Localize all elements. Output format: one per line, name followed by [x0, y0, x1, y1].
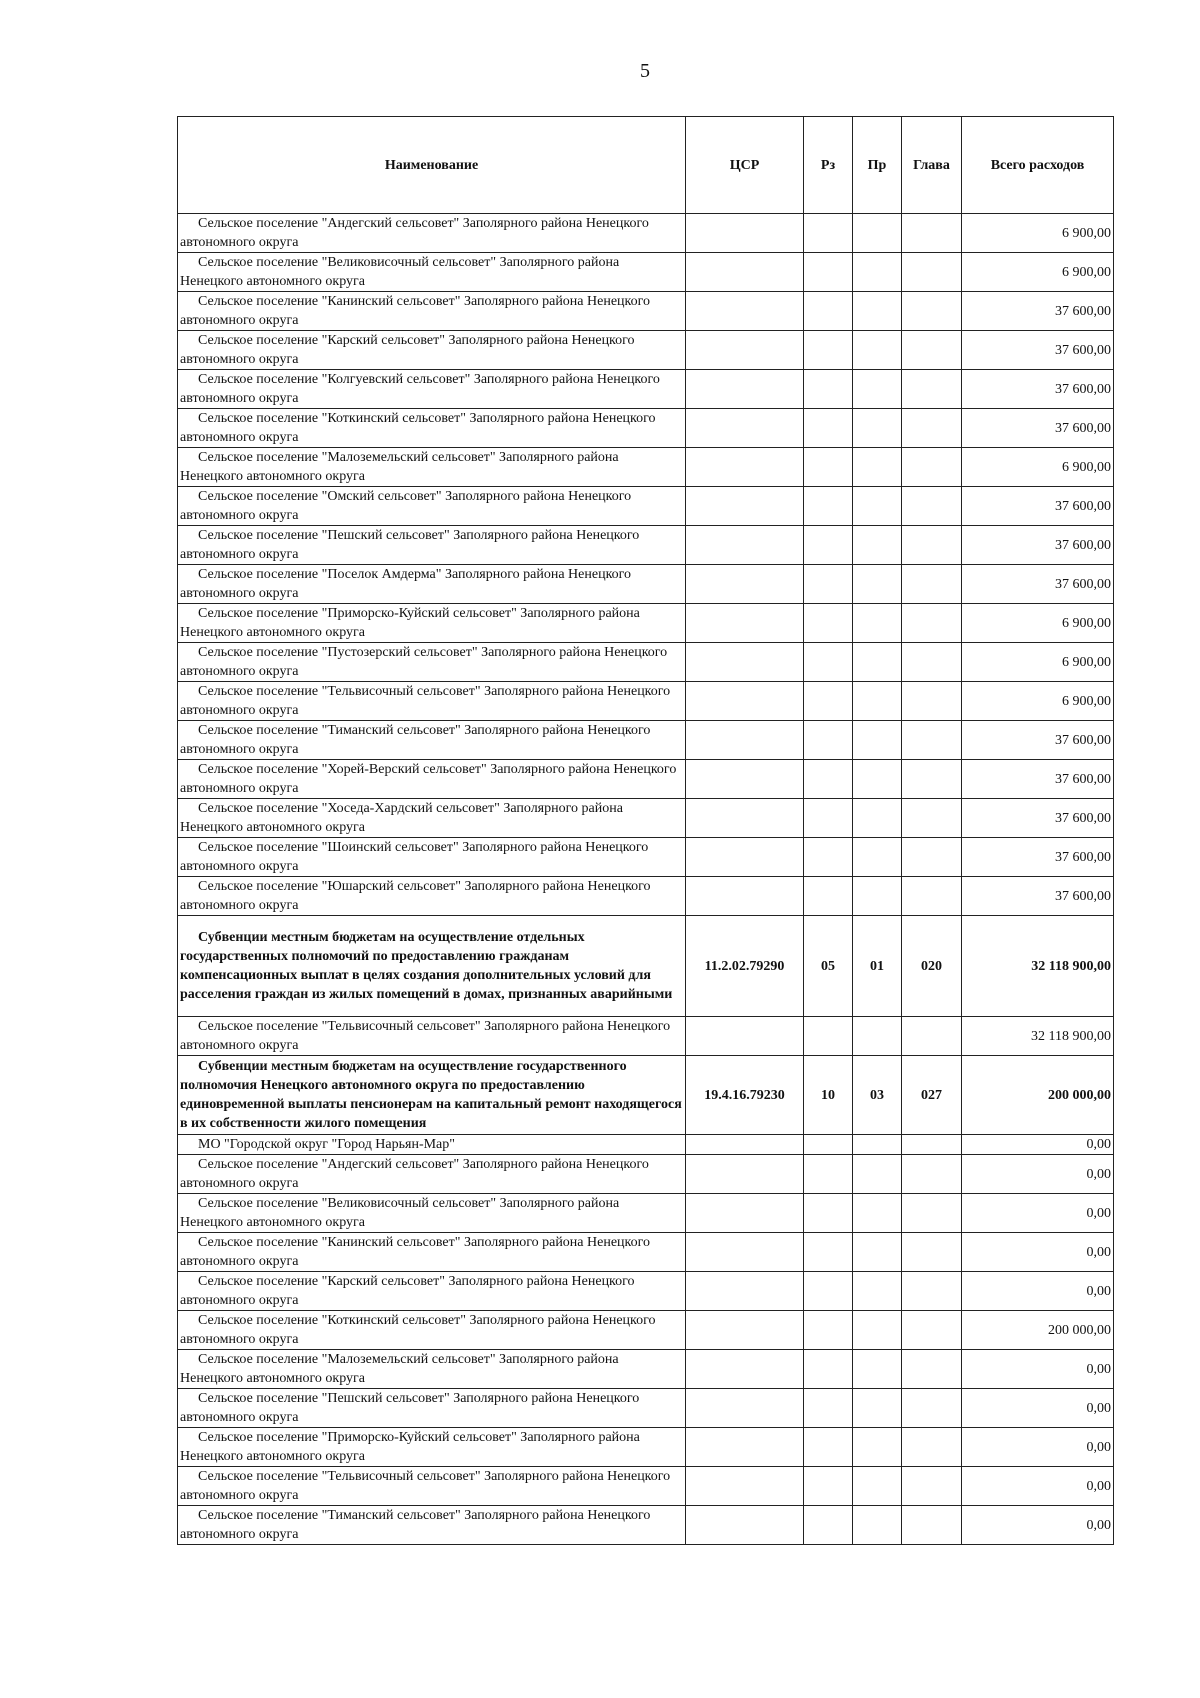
cell-csr [686, 721, 804, 760]
expenditure-table [177, 116, 1114, 1545]
table-row [178, 409, 1114, 448]
cell-pr [853, 214, 902, 253]
cell-pr [853, 1155, 902, 1194]
table-row [178, 682, 1114, 721]
cell-total: 37 600,00 [962, 292, 1114, 331]
cell-name [178, 1389, 686, 1428]
row-name-text: Сельское поселение "Малоземельский сельсовет" Заполярного района Ненецкого автономного округа [180, 1352, 619, 1386]
row-name-text: Сельское поселение "Хорей-Верский сельсовет" Заполярного района Ненецкого автономного округа [180, 762, 677, 796]
cell-rz [804, 799, 853, 838]
cell-name [178, 799, 686, 838]
table-row [178, 1272, 1114, 1311]
column-header-csr: ЦСР [686, 117, 804, 214]
cell-chapter [902, 214, 962, 253]
cell-pr [853, 682, 902, 721]
cell-chapter [902, 1135, 962, 1155]
row-name-text: Сельское поселение "Пешский сельсовет" Заполярного района Ненецкого автономного округа [180, 1391, 640, 1425]
cell-chapter [902, 604, 962, 643]
row-name-text: Сельское поселение "Хоседа-Хардский сельсовет" Заполярного района Ненецкого автономного округа [180, 801, 623, 835]
cell-csr [686, 1506, 804, 1545]
cell-name [178, 1428, 686, 1467]
cell-pr [853, 1467, 902, 1506]
row-name-text: Сельское поселение "Приморско-Куйский сельсовет" Заполярного района Ненецкого автономного округа [180, 606, 640, 640]
cell-name [178, 214, 686, 253]
cell-name [178, 409, 686, 448]
row-name-text: Сельское поселение "Шоинский сельсовет" Заполярного района Ненецкого автономного округа [180, 840, 649, 874]
cell-pr [853, 1194, 902, 1233]
table-row [178, 370, 1114, 409]
cell-pr [853, 1017, 902, 1056]
cell-total: 0,00 [962, 1272, 1114, 1311]
cell-name [178, 448, 686, 487]
cell-name [178, 292, 686, 331]
cell-csr [686, 1311, 804, 1350]
cell-name [178, 877, 686, 916]
row-name-text: Сельское поселение "Великовисочный сельсовет" Заполярного района Ненецкого автономного округа [180, 1196, 620, 1230]
cell-pr [853, 1428, 902, 1467]
cell-name [178, 721, 686, 760]
row-name-text: Сельское поселение "Приморско-Куйский сельсовет" Заполярного района Ненецкого автономного округа [180, 1430, 640, 1464]
cell-rz [804, 1155, 853, 1194]
row-name-text: Сельское поселение "Карский сельсовет" Заполярного района Ненецкого автономного округа [180, 333, 635, 367]
cell-csr [686, 331, 804, 370]
cell-total: 37 600,00 [962, 487, 1114, 526]
cell-rz [804, 1350, 853, 1389]
cell-csr [686, 877, 804, 916]
cell-csr [686, 1194, 804, 1233]
column-header-rz: Рз [804, 117, 853, 214]
cell-rz [804, 1135, 853, 1155]
cell-total: 0,00 [962, 1194, 1114, 1233]
cell-chapter: 027 [902, 1056, 962, 1135]
cell-csr [686, 409, 804, 448]
cell-pr [853, 838, 902, 877]
table-row [178, 643, 1114, 682]
cell-rz [804, 565, 853, 604]
cell-name [178, 643, 686, 682]
cell-name [178, 526, 686, 565]
table-row [178, 565, 1114, 604]
cell-csr [686, 604, 804, 643]
cell-total: 200 000,00 [962, 1056, 1114, 1135]
cell-csr [686, 838, 804, 877]
cell-rz [804, 1311, 853, 1350]
row-name-text: Сельское поселение "Пустозерский сельсовет" Заполярного района Ненецкого автономного округа [180, 645, 668, 679]
cell-rz [804, 1194, 853, 1233]
cell-total: 37 600,00 [962, 799, 1114, 838]
cell-pr [853, 1350, 902, 1389]
cell-csr [686, 370, 804, 409]
row-name-text: Сельское поселение "Омский сельсовет" Заполярного района Ненецкого автономного округа [180, 489, 632, 523]
cell-rz [804, 487, 853, 526]
row-name-text: Сельское поселение "Андегский сельсовет" Заполярного района Ненецкого автономного округа [180, 1157, 649, 1191]
cell-chapter [902, 643, 962, 682]
cell-pr [853, 487, 902, 526]
cell-total: 32 118 900,00 [962, 1017, 1114, 1056]
cell-chapter [902, 292, 962, 331]
table-row [178, 1233, 1114, 1272]
cell-chapter [902, 1467, 962, 1506]
cell-rz [804, 1272, 853, 1311]
cell-chapter [902, 487, 962, 526]
cell-chapter [902, 760, 962, 799]
page-number: 5 [640, 60, 650, 82]
cell-csr [686, 682, 804, 721]
cell-csr [686, 799, 804, 838]
cell-total: 37 600,00 [962, 331, 1114, 370]
table-row [178, 487, 1114, 526]
cell-name [178, 253, 686, 292]
table-row [178, 1194, 1114, 1233]
column-header-pr: Пр [853, 117, 902, 214]
cell-total: 0,00 [962, 1389, 1114, 1428]
cell-total: 6 900,00 [962, 682, 1114, 721]
column-header-total: Всего расходов [962, 117, 1114, 214]
cell-pr: 03 [853, 1056, 902, 1135]
table-row [178, 604, 1114, 643]
row-name-text: Сельское поселение "Карский сельсовет" Заполярного района Ненецкого автономного округа [180, 1274, 635, 1308]
cell-csr [686, 292, 804, 331]
cell-csr: 19.4.16.79230 [686, 1056, 804, 1135]
table-row [178, 214, 1114, 253]
cell-name [178, 1311, 686, 1350]
cell-rz [804, 1233, 853, 1272]
cell-name [178, 838, 686, 877]
cell-name [178, 1017, 686, 1056]
cell-name [178, 916, 686, 1017]
cell-chapter [902, 1017, 962, 1056]
cell-total: 0,00 [962, 1233, 1114, 1272]
row-name-text: Сельское поселение "Тельвисочный сельсовет" Заполярного района Ненецкого автономного округа [180, 684, 671, 718]
cell-total: 0,00 [962, 1155, 1114, 1194]
cell-total: 37 600,00 [962, 838, 1114, 877]
cell-total: 6 900,00 [962, 604, 1114, 643]
cell-pr [853, 565, 902, 604]
row-name-text: Сельское поселение "Тиманский сельсовет" Заполярного района Ненецкого автономного округа [180, 1508, 651, 1542]
cell-rz [804, 643, 853, 682]
cell-chapter [902, 331, 962, 370]
cell-rz [804, 214, 853, 253]
cell-csr [686, 565, 804, 604]
cell-rz [804, 526, 853, 565]
cell-total: 37 600,00 [962, 526, 1114, 565]
cell-csr [686, 448, 804, 487]
cell-chapter [902, 799, 962, 838]
cell-total: 37 600,00 [962, 760, 1114, 799]
row-name-text: Сельское поселение "Коткинский сельсовет" Заполярного района Ненецкого автономного округа [180, 411, 656, 445]
cell-total: 6 900,00 [962, 448, 1114, 487]
cell-csr [686, 1428, 804, 1467]
cell-name [178, 1194, 686, 1233]
cell-name [178, 1155, 686, 1194]
cell-pr [853, 643, 902, 682]
cell-total: 6 900,00 [962, 643, 1114, 682]
row-name-text: Субвенции местным бюджетам на осуществление государственного полномочия Ненецкого автономного округа по предоставлению единовременной выплаты пенсионерам на капитальный ремонт находящегося в их собственности жилого помещения [180, 1059, 682, 1131]
table-body [178, 214, 1114, 1545]
cell-rz: 05 [804, 916, 853, 1017]
table-row [178, 799, 1114, 838]
cell-total: 200 000,00 [962, 1311, 1114, 1350]
cell-chapter [902, 370, 962, 409]
cell-csr [686, 1467, 804, 1506]
row-name-text: Сельское поселение "Великовисочный сельсовет" Заполярного района Ненецкого автономного округа [180, 255, 620, 289]
cell-rz [804, 370, 853, 409]
cell-chapter [902, 838, 962, 877]
cell-total: 0,00 [962, 1506, 1114, 1545]
row-name-text: Сельское поселение "Тельвисочный сельсовет" Заполярного района Ненецкого автономного округа [180, 1469, 671, 1503]
cell-csr [686, 1135, 804, 1155]
cell-name [178, 1056, 686, 1135]
cell-rz [804, 292, 853, 331]
cell-rz [804, 838, 853, 877]
row-name-text: Сельское поселение "Канинский сельсовет" Заполярного района Ненецкого автономного округа [180, 294, 651, 328]
cell-chapter [902, 1155, 962, 1194]
cell-csr [686, 1272, 804, 1311]
cell-total: 37 600,00 [962, 370, 1114, 409]
cell-chapter [902, 1194, 962, 1233]
column-header-chapter: Глава [902, 117, 962, 214]
cell-rz [804, 877, 853, 916]
cell-chapter [902, 448, 962, 487]
cell-csr [686, 253, 804, 292]
row-name-text: Сельское поселение "Пешский сельсовет" Заполярного района Ненецкого автономного округа [180, 528, 640, 562]
table-row-section [178, 916, 1114, 1017]
cell-chapter [902, 565, 962, 604]
cell-name [178, 604, 686, 643]
cell-pr [853, 1272, 902, 1311]
table-header-row [178, 117, 1114, 214]
cell-chapter [902, 721, 962, 760]
table-row [178, 877, 1114, 916]
table-row [178, 526, 1114, 565]
row-name-text: Сельское поселение "Тельвисочный сельсовет" Заполярного района Ненецкого автономного округа [180, 1019, 671, 1053]
cell-csr [686, 1017, 804, 1056]
row-name-text: Сельское поселение "Юшарский сельсовет" Заполярного района Ненецкого автономного округа [180, 879, 651, 913]
cell-total: 0,00 [962, 1467, 1114, 1506]
cell-rz [804, 721, 853, 760]
cell-total: 0,00 [962, 1428, 1114, 1467]
cell-rz: 10 [804, 1056, 853, 1135]
cell-pr [853, 253, 902, 292]
cell-csr [686, 1233, 804, 1272]
cell-pr [853, 760, 902, 799]
cell-pr [853, 526, 902, 565]
cell-chapter [902, 1389, 962, 1428]
row-name-text: Субвенции местным бюджетам на осуществление отдельных государственных полномочий по предоставлению гражданам компенсационных выплат в целях создания дополнительных условий для расселения граждан из жилых помещений в домах, признанных аварийными [180, 930, 673, 1002]
row-name-text: Сельское поселение "Малоземельский сельсовет" Заполярного района Ненецкого автономного округа [180, 450, 619, 484]
cell-name [178, 682, 686, 721]
table-row [178, 253, 1114, 292]
cell-rz [804, 1467, 853, 1506]
cell-name [178, 1350, 686, 1389]
cell-rz [804, 1017, 853, 1056]
cell-total: 6 900,00 [962, 253, 1114, 292]
cell-chapter [902, 1350, 962, 1389]
cell-total: 37 600,00 [962, 721, 1114, 760]
cell-pr [853, 1135, 902, 1155]
cell-csr [686, 643, 804, 682]
cell-total: 37 600,00 [962, 565, 1114, 604]
cell-name [178, 331, 686, 370]
cell-rz [804, 604, 853, 643]
cell-csr [686, 1350, 804, 1389]
row-name-text: МО "Городской округ "Город Нарьян-Мар" [198, 1137, 455, 1152]
cell-rz [804, 682, 853, 721]
cell-csr [686, 1155, 804, 1194]
row-name-text: Сельское поселение "Поселок Амдерма" Заполярного района Ненецкого автономного округа [180, 567, 632, 601]
cell-total: 6 900,00 [962, 214, 1114, 253]
cell-name [178, 487, 686, 526]
cell-name [178, 1272, 686, 1311]
cell-total: 37 600,00 [962, 409, 1114, 448]
table-row [178, 1350, 1114, 1389]
table-row [178, 1135, 1114, 1155]
cell-rz [804, 448, 853, 487]
cell-total: 0,00 [962, 1135, 1114, 1155]
cell-name [178, 1506, 686, 1545]
cell-rz [804, 1506, 853, 1545]
row-name-text: Сельское поселение "Канинский сельсовет" Заполярного района Ненецкого автономного округа [180, 1235, 651, 1269]
table-row [178, 1467, 1114, 1506]
cell-name [178, 370, 686, 409]
table-row [178, 1506, 1114, 1545]
table-row [178, 292, 1114, 331]
cell-pr [853, 409, 902, 448]
row-name-text: Сельское поселение "Колгуевский сельсовет" Заполярного района Ненецкого автономного округа [180, 372, 660, 406]
cell-csr [686, 760, 804, 799]
cell-csr: 11.2.02.79290 [686, 916, 804, 1017]
cell-chapter [902, 526, 962, 565]
table-row [178, 838, 1114, 877]
cell-name [178, 1233, 686, 1272]
cell-chapter [902, 1233, 962, 1272]
cell-chapter [902, 682, 962, 721]
table-row [178, 1311, 1114, 1350]
cell-pr [853, 1233, 902, 1272]
cell-rz [804, 253, 853, 292]
cell-chapter [902, 1428, 962, 1467]
cell-name [178, 1135, 686, 1155]
cell-csr [686, 487, 804, 526]
cell-pr [853, 331, 902, 370]
cell-total: 37 600,00 [962, 877, 1114, 916]
row-name-text: Сельское поселение "Тиманский сельсовет" Заполярного района Ненецкого автономного округа [180, 723, 651, 757]
cell-name [178, 760, 686, 799]
table-row [178, 331, 1114, 370]
cell-pr [853, 448, 902, 487]
cell-pr [853, 1311, 902, 1350]
cell-csr [686, 526, 804, 565]
cell-chapter [902, 1272, 962, 1311]
cell-pr [853, 370, 902, 409]
cell-csr [686, 1389, 804, 1428]
row-name-text: Сельское поселение "Андегский сельсовет" Заполярного района Ненецкого автономного округа [180, 216, 649, 250]
cell-name [178, 1467, 686, 1506]
cell-chapter [902, 1311, 962, 1350]
cell-pr [853, 1389, 902, 1428]
cell-pr [853, 799, 902, 838]
table-row [178, 448, 1114, 487]
cell-rz [804, 760, 853, 799]
cell-pr: 01 [853, 916, 902, 1017]
table-row [178, 1428, 1114, 1467]
column-header-name: Наименование [178, 117, 686, 214]
cell-rz [804, 1428, 853, 1467]
cell-total: 32 118 900,00 [962, 916, 1114, 1017]
cell-chapter [902, 253, 962, 292]
table-row [178, 1017, 1114, 1056]
cell-pr [853, 721, 902, 760]
cell-chapter [902, 409, 962, 448]
cell-name [178, 565, 686, 604]
row-name-text: Сельское поселение "Коткинский сельсовет" Заполярного района Ненецкого автономного округа [180, 1313, 656, 1347]
cell-chapter [902, 877, 962, 916]
cell-pr [853, 1506, 902, 1545]
table-row [178, 1389, 1114, 1428]
cell-rz [804, 409, 853, 448]
table-row [178, 1155, 1114, 1194]
cell-rz [804, 1389, 853, 1428]
table-row [178, 760, 1114, 799]
cell-pr [853, 604, 902, 643]
cell-chapter: 020 [902, 916, 962, 1017]
cell-pr [853, 292, 902, 331]
table-row [178, 721, 1114, 760]
table-row-section [178, 1056, 1114, 1135]
cell-rz [804, 331, 853, 370]
cell-csr [686, 214, 804, 253]
cell-pr [853, 877, 902, 916]
cell-chapter [902, 1506, 962, 1545]
cell-total: 0,00 [962, 1350, 1114, 1389]
